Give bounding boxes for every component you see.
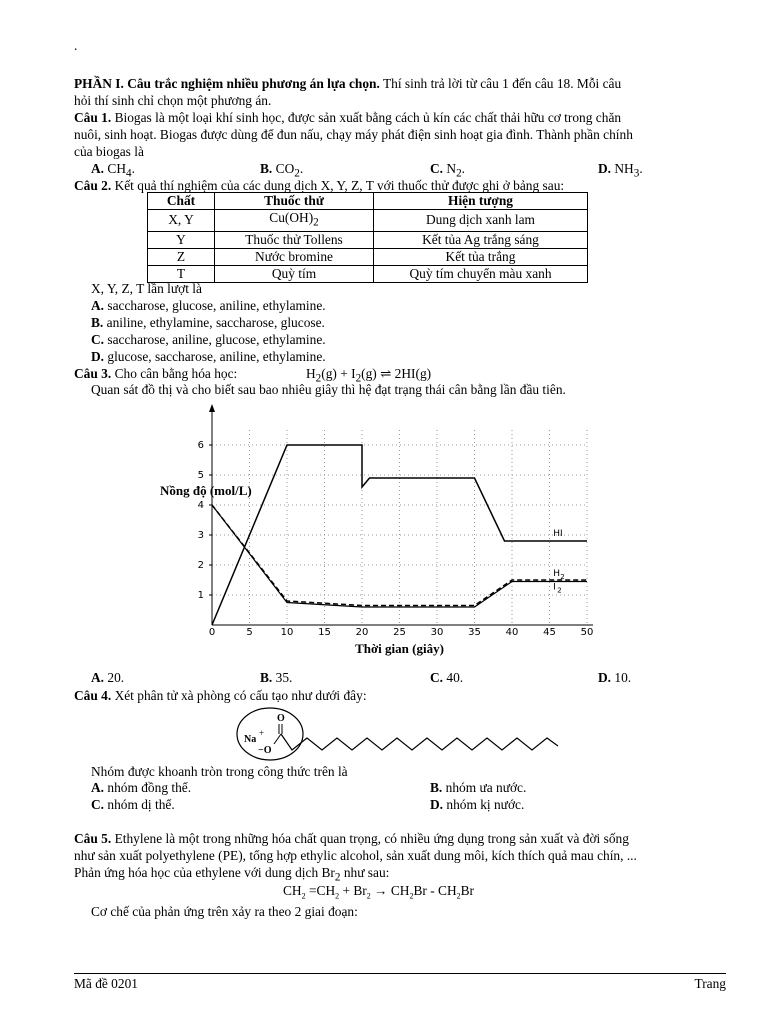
x-tick-label: 45	[543, 627, 556, 638]
footer-page: Trang	[694, 976, 726, 991]
option-sub: 3	[633, 167, 640, 180]
q1-text1: Biogas là một loại khí sinh học, được sản xuất bằng cách ủ kín các chất thải hữu cơ trong chăn	[111, 110, 622, 125]
q1-line2: nuôi, sinh hoạt. Biogas được dùng để đun nấu, chạy máy phát điện sinh hoạt gia đình. Thành phần chính	[74, 127, 633, 142]
footer-code: Mã đề 0201	[74, 976, 138, 991]
x-tick-label: 40	[505, 627, 519, 638]
q1-line1	[74, 110, 722, 127]
q2-prompt: X, Y, Z, T lần lượt là	[91, 281, 202, 296]
option-letter: D.	[598, 670, 612, 685]
part-heading	[74, 76, 722, 93]
q2-text: Kết quả thí nghiệm của các dung dịch X, Y, Z, T với thuốc thử được ghi ở bảng sau:	[111, 178, 565, 193]
table-row	[148, 210, 588, 232]
y-tick-label: 4	[197, 500, 204, 511]
header-chat: Chất	[148, 193, 215, 210]
q5-line1	[74, 831, 722, 848]
q2-option-d[interactable]	[91, 349, 326, 366]
table-cell: Quỳ tím	[215, 265, 374, 282]
table-cell: X, Y	[148, 210, 215, 232]
y-tick-label: 5	[197, 470, 204, 481]
q2-option-b[interactable]	[91, 315, 325, 332]
x-axis-title: Thời gian (giây)	[355, 641, 444, 656]
option-text: saccharose, aniline, glucose, ethylamine.	[104, 332, 326, 347]
q2-table	[147, 192, 588, 283]
option-letter: B.	[91, 315, 104, 330]
q3-option-d[interactable]	[598, 670, 631, 687]
eq-part: Br	[460, 883, 475, 898]
q2-option-a[interactable]	[91, 298, 326, 315]
option-text: NH	[614, 161, 634, 176]
q4-text: Xét phân tử xà phòng có cấu tạo như dưới đây:	[111, 688, 367, 703]
q1-line3: của biogas là	[74, 144, 144, 159]
x-tick-label: 20	[355, 627, 369, 638]
option-text: nhóm ưa nước.	[442, 780, 527, 795]
eq-part: CH	[283, 883, 302, 898]
option-letter: B.	[260, 670, 273, 685]
option-text: 10.	[611, 670, 632, 685]
cell-sub: 2	[313, 216, 319, 229]
concentration-chart	[155, 400, 615, 665]
soap-molecule	[230, 704, 565, 762]
x-tick-label: 35	[468, 627, 481, 638]
q4-label: Câu 4.	[74, 688, 112, 703]
q3-text: Cho cân bằng hóa học:	[111, 366, 238, 381]
table-cell: Z	[148, 248, 215, 265]
q4-line1	[74, 688, 722, 705]
y-tick-label: 1	[197, 590, 204, 601]
part-rest: Thí sinh trả lời từ câu 1 đến câu 18. Mỗi câu	[379, 76, 622, 91]
table-cell: Y	[148, 231, 215, 248]
q3-option-b[interactable]	[260, 670, 292, 687]
x-tick-label: 15	[318, 627, 331, 638]
option-letter: B.	[260, 161, 273, 176]
y-axis-arrow	[209, 404, 215, 412]
oxygen-top: O	[277, 713, 285, 724]
eq-sub: 2	[335, 891, 340, 901]
y-tick-label: 3	[197, 530, 204, 541]
q3-option-c[interactable]	[430, 670, 463, 687]
part-line2: hỏi thí sinh chỉ chọn một phương án.	[74, 93, 272, 108]
eq-sub: 2	[315, 372, 322, 385]
option-tail: .	[639, 161, 643, 176]
q5-text3a: Phản ứng hóa học của ethylene với dung dịch Br	[74, 865, 335, 880]
q5-text3b: như sau:	[340, 865, 390, 880]
single-bond	[274, 734, 281, 744]
eq-sub: 2	[366, 891, 371, 901]
eq-part: Br - CH	[413, 883, 457, 898]
table-cell: Kết tủa trắng	[374, 248, 588, 265]
footer	[74, 973, 726, 993]
table-row	[148, 265, 588, 282]
table-cell: Thuốc thử Tollens	[215, 231, 374, 248]
label-h2: H	[553, 569, 561, 579]
q5-line4: Cơ chế của phản ứng trên xảy ra theo 2 giai đoạn:	[91, 904, 358, 919]
option-text: nhóm kị nước.	[443, 797, 525, 812]
eq-part: H	[306, 366, 316, 381]
y-tick-label: 2	[197, 560, 204, 571]
q5-sub: 2	[334, 871, 341, 884]
table-row	[148, 248, 588, 265]
table-cell: Dung dịch xanh lam	[374, 210, 588, 232]
option-text: CO	[275, 161, 295, 176]
option-letter: A.	[91, 670, 105, 685]
option-text: CH	[107, 161, 126, 176]
q1-label: Câu 1.	[74, 110, 112, 125]
option-letter: D.	[91, 349, 105, 364]
option-text: 20.	[104, 670, 125, 685]
option-sub: 2	[456, 167, 462, 180]
option-tail: .	[461, 161, 465, 176]
table-cell: T	[148, 265, 215, 282]
header-thuoc-thu: Thuốc thử	[215, 193, 374, 210]
q2-label: Câu 2.	[74, 178, 112, 193]
option-text: aniline, ethylamine, saccharose, glucose.	[103, 315, 325, 330]
option-tail: .	[299, 161, 304, 176]
eq-part: + Br	[339, 883, 367, 898]
q5-equation	[283, 883, 474, 905]
q4-option-c[interactable]	[91, 797, 175, 814]
option-letter: A.	[91, 161, 105, 176]
header-hien-tuong: Hiện tượng	[374, 193, 588, 210]
label-i2: I	[553, 582, 556, 593]
eq-sub: 2	[355, 372, 362, 385]
label-hi: HI	[553, 529, 563, 539]
sodium-label: Na	[244, 734, 257, 745]
table-header-row	[148, 193, 588, 210]
x-tick-label: 30	[430, 627, 444, 638]
option-text: saccharose, glucose, aniline, ethylamine.	[104, 298, 326, 313]
option-text: 35.	[272, 670, 293, 685]
eq-part: (g) + I	[321, 366, 356, 381]
x-tick-label: 5	[246, 627, 253, 638]
q4-option-b[interactable]	[430, 780, 526, 797]
x-tick-label: 0	[208, 627, 216, 638]
option-letter: D.	[598, 161, 612, 176]
part-title: PHẦN I. Câu trắc nghiệm nhiều phương án lựa chọn.	[74, 76, 380, 91]
option-text: glucose, saccharose, aniline, ethylamine.	[104, 349, 326, 364]
q4-prompt: Nhóm được khoanh tròn trong công thức trên là	[91, 764, 348, 779]
q2-option-c[interactable]	[91, 332, 326, 349]
option-sub: 2	[294, 167, 300, 180]
x-tick-label: 10	[280, 627, 294, 638]
x-tick-label: 25	[393, 627, 406, 638]
y-tick-label: 6	[197, 440, 204, 451]
option-text: nhóm dị thể.	[104, 797, 175, 812]
option-letter: D.	[430, 797, 444, 812]
option-text: 40.	[443, 670, 464, 685]
table-cell	[215, 210, 374, 232]
q3-option-a[interactable]	[91, 670, 124, 687]
option-letter: C.	[91, 797, 105, 812]
eq-sub: 2	[456, 891, 461, 901]
dot-mark: .	[74, 38, 78, 53]
option-text: N	[446, 161, 457, 176]
table-row	[148, 231, 588, 248]
x-tick-label: 50	[580, 627, 594, 638]
q4-option-d[interactable]	[430, 797, 524, 814]
q3-line2: Quan sát đồ thị và cho biết sau bao nhiêu giây thì hệ đạt trạng thái cân bằng lần đầu tiên.	[91, 382, 566, 397]
eq-sub: 2	[409, 891, 414, 901]
table-cell: Nước bromine	[215, 248, 374, 265]
option-letter: C.	[430, 161, 444, 176]
option-sub: 4	[126, 167, 132, 180]
option-letter: A.	[91, 298, 105, 313]
eq-part: =CH	[305, 883, 336, 898]
eq-part: (g) ⇌ 2HI(g)	[361, 366, 432, 381]
option-tail: .	[131, 161, 135, 176]
option-letter: B.	[430, 780, 443, 795]
eq-sub: 2	[301, 891, 306, 901]
sodium-charge: +	[259, 728, 265, 738]
q5-line2: như sản xuất polyethylene (PE), tổng hợp ethylic alcohol, sản xuất dung môi, kích thích quả mau chín, ...	[74, 848, 637, 863]
q5-text1: Ethylene là một trong những hóa chất quan trọng, có nhiều ứng dụng trong sản xuất và đời sống	[111, 831, 629, 846]
option-text: nhóm đồng thể.	[104, 780, 192, 795]
table-cell: Kết tủa Ag trắng sáng	[374, 231, 588, 248]
y-axis-title: Nồng độ (mol/L)	[160, 483, 252, 498]
option-letter: C.	[430, 670, 444, 685]
option-letter: A.	[91, 780, 105, 795]
q5-label: Câu 5.	[74, 831, 112, 846]
q3-label: Câu 3.	[74, 366, 112, 381]
carbon-chain	[281, 734, 558, 750]
oxygen-minus: −O	[258, 745, 272, 756]
series-i2	[212, 505, 587, 607]
cell-text: Cu(OH)	[269, 210, 314, 225]
label-h2-sub: 2	[560, 573, 565, 581]
option-letter: C.	[91, 332, 105, 347]
label-i2-sub: 2	[557, 586, 562, 595]
q4-option-a[interactable]	[91, 780, 191, 797]
table-cell: Quỳ tím chuyển màu xanh	[374, 265, 588, 282]
eq-part: → CH	[370, 883, 410, 898]
